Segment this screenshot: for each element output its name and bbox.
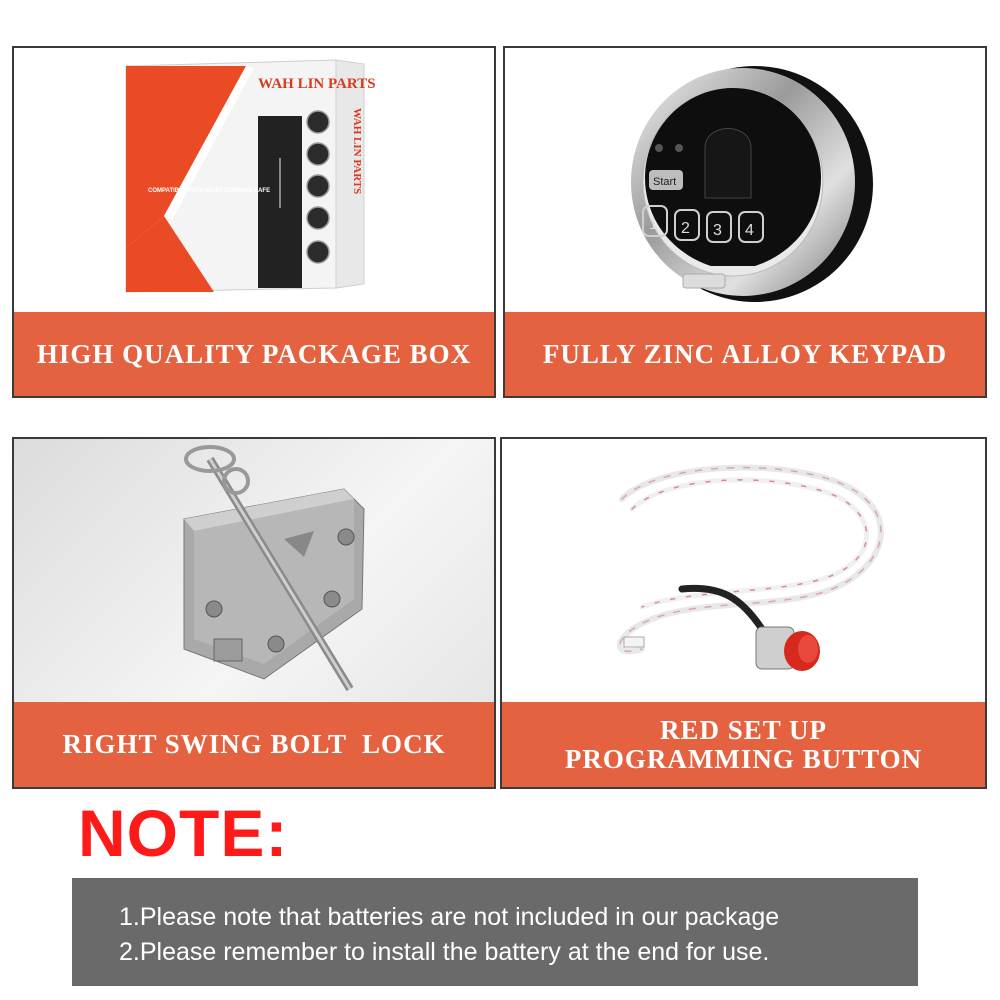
- start-button-label: Start: [653, 176, 677, 188]
- programming-button-image: [502, 439, 985, 704]
- note-box: [72, 878, 918, 986]
- key-2: 2: [681, 220, 690, 237]
- programming-button-caption: [502, 702, 985, 787]
- box-brand: WAH LIN PARTS: [258, 76, 376, 92]
- programming-button-caption-line2: PROGRAMMING BUTTON: [564, 743, 923, 774]
- programming-button-caption-line1: RED SET UP: [659, 715, 828, 746]
- package-box-panel: [12, 46, 496, 398]
- box-side-brand: WAH LIN PARTS: [351, 108, 363, 195]
- keypad-image: [505, 48, 985, 314]
- note-title: NOTE:: [78, 796, 289, 870]
- key-4: 4: [745, 222, 754, 239]
- key-3: 3: [713, 222, 722, 239]
- package-box-caption: HIGH QUALITY PACKAGE BOX: [14, 312, 494, 396]
- keypad-caption: FULLY ZINC ALLOY KEYPAD: [505, 312, 985, 396]
- package-box-image: [14, 48, 494, 314]
- bolt-lock-caption: RIGHT SWING BOLT LOCK: [14, 702, 494, 787]
- note-line-1: 1.Please note that batteries are not included in our package: [119, 903, 780, 931]
- bolt-lock-image: [14, 439, 494, 704]
- key-1: 1: [649, 216, 658, 233]
- keypad-panel: [503, 46, 987, 398]
- bolt-lock-panel: [12, 437, 496, 789]
- box-tagline: COMPATIBLE WITH MOST COMMON SAFE: [148, 188, 271, 194]
- programming-button-panel: [500, 437, 987, 789]
- note-line-2: 2.Please remember to install the battery at the end for use.: [119, 938, 770, 966]
